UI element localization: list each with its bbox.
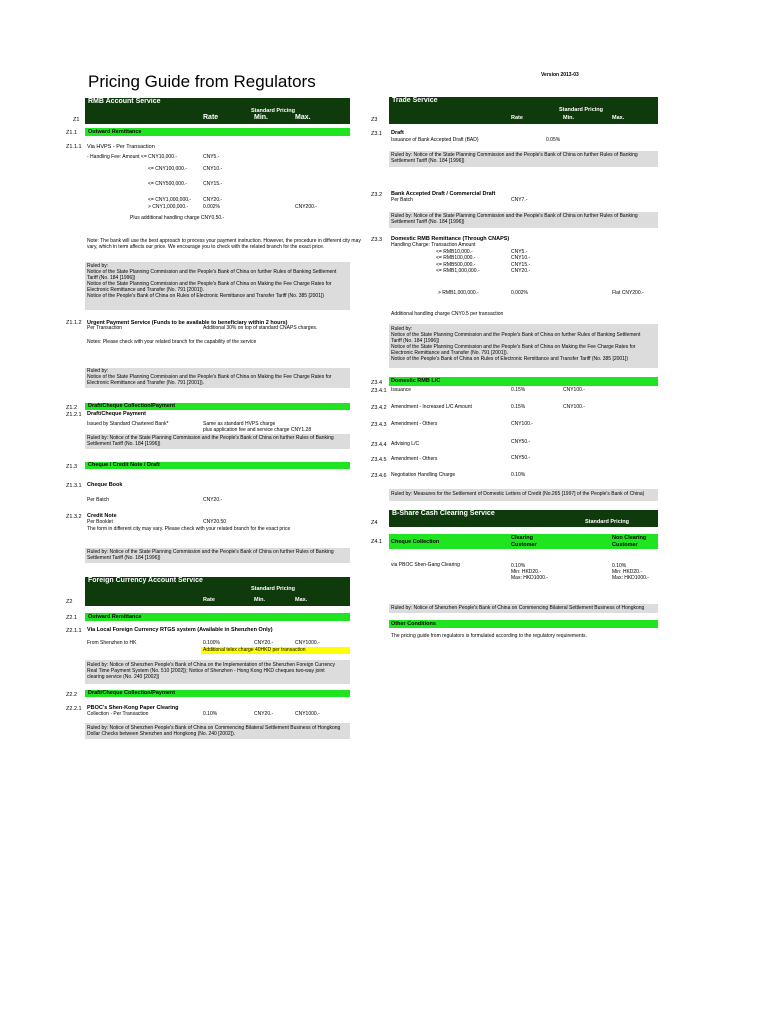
section-title: Domestic RMB L/C bbox=[391, 378, 441, 384]
ruled-line: Ruled by: Measures for the Settlement of Domestic Letters of Credit (No.265 [1997] of the People's Bank of China) bbox=[391, 491, 645, 497]
ruled-line: Settlement Tariff (No. 184 [1996]) bbox=[87, 441, 161, 447]
section-code: Z2 bbox=[66, 599, 73, 605]
section-code: Z3.4 bbox=[371, 380, 383, 386]
rate-value: 0.15% bbox=[511, 404, 526, 410]
rate-value: 0.10% bbox=[511, 472, 526, 478]
standard-pricing-label: Standard Pricing bbox=[251, 586, 296, 592]
section-code: Z1.3.1 bbox=[66, 483, 82, 489]
item-label: Per Batch bbox=[391, 197, 413, 203]
ruled-line: Dollar Checks between Shenzhen and Hongkong (No. 240 [2002]). bbox=[87, 731, 236, 737]
section-title: PBOC's Shen-Kong Paper Clearing bbox=[87, 705, 179, 711]
ruled-line: Notice of the State Planning Commission and the People's Bank of China on Making the Fee Charge Rates for bbox=[87, 281, 332, 287]
ruled-line: Tariff (No. 184 [1996]) bbox=[87, 275, 136, 281]
b-share-header: B-Share Cash Clearing Service bbox=[392, 510, 495, 517]
section-code: Z3.2 bbox=[371, 192, 383, 198]
tier-label: <= RMB100,000.- bbox=[436, 255, 476, 261]
min-col-header: Min. bbox=[254, 114, 268, 121]
section-code: Z3.4.6 bbox=[371, 473, 387, 479]
rate-value: 0.100% bbox=[203, 640, 220, 646]
tier-label: <= CNY1,000,000.- bbox=[148, 197, 192, 203]
non-clearing-col-header: Non Clearing bbox=[612, 535, 647, 541]
tier-label: > CNY1,000,000.- bbox=[148, 204, 189, 210]
rate-value: 0.05% bbox=[546, 137, 561, 143]
item-label: Advising L/C bbox=[391, 441, 420, 447]
fee-value: CNY5.- bbox=[203, 154, 220, 160]
max-value: Max: HKD1000.- bbox=[511, 575, 548, 581]
section-code: Z3.4.3 bbox=[371, 422, 387, 428]
section-code: Z3.4.1 bbox=[371, 388, 387, 394]
section-code: Z1.2 bbox=[66, 405, 78, 411]
section-code: Z2.2.1 bbox=[66, 706, 82, 712]
item-label: Handling Charge: Transaction Amount bbox=[391, 242, 476, 248]
ruled-line: Electronic Remittance and Transfer (No. 791 [2001]). bbox=[391, 350, 509, 356]
rate-value: CNY100.- bbox=[511, 421, 533, 427]
note-line: vary, which in term affects our price. We encourage you to check with the related branch for the exact price. bbox=[87, 244, 325, 250]
ruled-line: Notice of the State Planning Commission and the People's Bank of China on Making the Fee Charge Rates for bbox=[87, 374, 332, 380]
min-value: CNY100.- bbox=[563, 404, 585, 410]
section-code: Z3.1 bbox=[371, 131, 383, 137]
item-label: Per Booklet bbox=[87, 519, 113, 525]
section-title: Draft/Cheque Payment bbox=[87, 411, 146, 417]
fee-value: CNY5.- bbox=[511, 249, 528, 255]
ruled-line: Notice of the People's Bank of China on Rules of Electronic Remittance and Transfer Tariff (No. 385 [2001]) bbox=[391, 356, 629, 362]
section-title: Via HVPS - Per Transaction bbox=[87, 144, 155, 150]
section-title: Cheque Book bbox=[87, 482, 123, 488]
ruled-line: Ruled by: Notice of Shenzhen People's Bank of China on Commencing Bilateral Settlement Business of Hongkong bbox=[391, 605, 645, 611]
ruled-line: Notice of the State Planning Commission and the People's Bank of China on further Rules of Banking Settlement bbox=[87, 269, 337, 275]
fee-value: CNY20.50 bbox=[203, 519, 227, 525]
ruled-line: Ruled by: Notice of the State Planning Commission and the People's Bank of China on further Rules of Banking bbox=[87, 549, 334, 555]
section-code: Z3.4.2 bbox=[371, 405, 387, 411]
item-label: via PBOC Shen-Gang Clearing bbox=[391, 562, 460, 568]
ruled-line: Notice of the State Planning Commission and the People's Bank of China on Making the Fee Charge Rates for bbox=[391, 344, 636, 350]
section-code: Z2.1 bbox=[66, 615, 78, 621]
section-code: Z1.3 bbox=[66, 464, 78, 470]
fee-value: plus application fee and service charge CNY1.28 bbox=[203, 427, 312, 433]
section-code: Z1.1 bbox=[66, 130, 78, 136]
item-label: Issued by Standard Chartered Bank* bbox=[87, 421, 169, 427]
max-col-header: Max. bbox=[295, 597, 308, 603]
max-col-header: Max. bbox=[612, 115, 625, 121]
section-code: Z1 bbox=[73, 117, 80, 123]
ruled-line: Ruled by: Notice of Shenzhen People's Bank of China on Commencing Bilateral Settlement Business of Hongkong bbox=[87, 725, 341, 731]
extra-charge: Additional handling charge CNY0.5 per transaction bbox=[391, 311, 504, 317]
foreign-currency-header: Foreign Currency Account Service bbox=[88, 577, 203, 584]
ruled-line: Ruled by: bbox=[87, 263, 109, 269]
rate-value: CNY50.- bbox=[511, 439, 531, 445]
rate-value: 0.15% bbox=[511, 387, 526, 393]
fee-value: Same as standard HVPS charge bbox=[203, 421, 276, 427]
ruled-line: Electronic Remittance and Transfer (No. 791 [2001]). bbox=[87, 287, 205, 293]
section-code: Z1.1.2 bbox=[66, 320, 82, 326]
extra-charge: Plus additional handling charge CNY0.50.- bbox=[130, 215, 225, 221]
max-value: CNY200.- bbox=[295, 204, 317, 210]
ruled-line: Ruled by: bbox=[391, 326, 413, 332]
max-value: CNY1000.- bbox=[295, 711, 320, 717]
section-title: Draft bbox=[391, 130, 404, 136]
item-label: Amendment - Others bbox=[391, 456, 438, 462]
max-col-header: Max. bbox=[295, 114, 311, 121]
ruled-line: Notice of the State Planning Commission and the People's Bank of China on further Rules of Banking Settlement bbox=[391, 332, 641, 338]
note-line: Note: The bank will use the best approach to process your payment instruction. However, the procedure in different city may bbox=[87, 238, 361, 244]
section-code: Z3 bbox=[371, 117, 378, 123]
rate-col-header: Rate bbox=[203, 114, 219, 121]
item-label: From Shenzhen to HK bbox=[87, 640, 137, 646]
ruled-line: Notice of the People's Bank of China on Rules of Electronic Remittance and Transfer Tariff (No. 385 [2001]) bbox=[87, 293, 325, 299]
fee-value: CNY20.- bbox=[511, 268, 531, 274]
note-line: Notes: Please check with your related branch for the capability of the service bbox=[87, 339, 257, 345]
fee-value: CNY20.- bbox=[203, 497, 223, 503]
rate-value: 0.002% bbox=[511, 290, 528, 296]
section-code: Z1.3.2 bbox=[66, 514, 82, 520]
min-value: Min: HKD20.- bbox=[511, 569, 542, 575]
tier-label: <= RMB500,000.- bbox=[436, 262, 476, 268]
rate-col-header: Rate bbox=[203, 597, 215, 603]
standard-pricing-label: Standard Pricing bbox=[585, 519, 630, 525]
clearing-col-header: Customer bbox=[511, 542, 537, 548]
min-col-header: Min. bbox=[254, 597, 265, 603]
section-title: Other Conditions bbox=[391, 621, 436, 627]
ruled-line: Settlement Tariff (No. 184 [1996]) bbox=[391, 158, 465, 164]
tier-label: <= CNY100,000.- bbox=[148, 166, 187, 172]
clearing-col-header: Clearing bbox=[511, 535, 534, 541]
ruled-line: Ruled by: bbox=[87, 368, 109, 374]
rate-value: 0.10% bbox=[203, 711, 218, 717]
item-label: Negotiation Handling Charge bbox=[391, 472, 456, 478]
section-code: Z2.2 bbox=[66, 692, 78, 698]
min-value: CNY20.- bbox=[254, 640, 274, 646]
min-col-header: Min. bbox=[563, 115, 574, 121]
ruled-line: Tariff (No. 184 [1996]) bbox=[391, 338, 440, 344]
version-label: Version 2013-03 bbox=[541, 72, 579, 78]
rate-value: CNY50.- bbox=[511, 455, 531, 461]
section-code: Z1.1.1 bbox=[66, 144, 82, 150]
fee-value: CNY10.- bbox=[203, 166, 223, 172]
ruled-line: Real Time Payment System (No. 510 [2002]); Notice of Shenzhen - Hong Kong HKD cheques two-way joint bbox=[87, 668, 325, 674]
item-label: Collection - Per Transaction bbox=[87, 711, 149, 717]
tier-label: <= CNY500,000.- bbox=[148, 181, 187, 187]
tier-label: > RMB1,000,000.- bbox=[438, 290, 479, 296]
ruled-line: clearing service (No. 240 [2002]) bbox=[87, 674, 160, 680]
section-title: Urgent Payment Service (Funds to be available to beneficiary within 2 hours) bbox=[87, 320, 288, 326]
max-value: Flat CNY200.- bbox=[612, 290, 644, 296]
section-title: Bank Accepted Draft / Commercial Draft bbox=[391, 191, 496, 197]
ruled-line: Settlement Tariff (No. 184 [1996]) bbox=[87, 555, 161, 561]
fee-value: CNY15.- bbox=[511, 262, 531, 268]
section-title: Cheque / Credit Note / Draft bbox=[88, 462, 160, 468]
min-value: Min: HKD20.- bbox=[612, 569, 643, 575]
section-title: Outward Remittance bbox=[88, 129, 142, 135]
max-value: CNY1000.- bbox=[295, 640, 320, 646]
note-line: The pricing guide from regulators is formulated according to the regulatory requirements. bbox=[391, 633, 587, 639]
fee-value: CNY7.- bbox=[511, 197, 528, 203]
item-label: Per Transaction bbox=[87, 325, 123, 331]
section-code: Z3.4.4 bbox=[371, 442, 387, 448]
section-code: Z2.1.1 bbox=[66, 628, 82, 634]
fee-value: Additional 30% on top of standard CNAPS charges. bbox=[203, 325, 318, 331]
section-code: Z1.2.1 bbox=[66, 412, 82, 418]
non-clearing-col-header: Customer bbox=[612, 542, 638, 548]
ruled-line: Ruled by: Notice of Shenzhen People's Bank of China on the Implementation of the Shenzhen Foreign Currency bbox=[87, 662, 336, 668]
section-title: Domestic RMB Remittance (Through CNAPS) bbox=[391, 236, 510, 242]
note-line: The form in different city may vary. Please check with your related branch for the exact price bbox=[87, 526, 291, 532]
tier-label: <= RMB10,000.- bbox=[436, 249, 473, 255]
rmb-account-header: RMB Account Service bbox=[88, 98, 161, 105]
section-title: Draft/Cheque Collection/Payment bbox=[88, 403, 176, 409]
item-label: Issuance of Bank Accepted Draft (BAD) bbox=[391, 137, 479, 143]
standard-pricing-label: Standard Pricing bbox=[559, 107, 604, 113]
fee-value: CNY15.- bbox=[203, 181, 223, 187]
page-title: Pricing Guide from Regulators bbox=[88, 72, 316, 91]
max-value: Max: HKD1000.- bbox=[612, 575, 649, 581]
tier-label: <= RMB1,000,000.- bbox=[436, 268, 480, 274]
section-title: Cheque Collection bbox=[391, 539, 440, 545]
min-value: CNY100.- bbox=[563, 387, 585, 393]
fee-value: CNY10.- bbox=[511, 255, 531, 261]
ruled-line: Electronic Remittance and Transfer (No. 791 [2001]). bbox=[87, 380, 205, 386]
ruled-line: Ruled by: Notice of the State Planning Commission and the People's Bank of China on further Rules of Banking bbox=[391, 213, 638, 219]
section-code: Z3.4.5 bbox=[371, 457, 387, 463]
rate-value: 0.002% bbox=[203, 204, 220, 210]
section-code: Z4 bbox=[371, 520, 378, 526]
item-label: Amendment - Increased L/C Amount bbox=[391, 404, 472, 410]
section-title: Via Local Foreign Currency RTGS system (Available in Shenzhen Only) bbox=[87, 627, 273, 633]
section-title: Draft/Cheque Collection/Payment bbox=[88, 690, 176, 696]
trade-service-header: Trade Service bbox=[392, 97, 438, 104]
fee-label: - Handling Fee: Amount <= CNY10,000.- bbox=[87, 154, 178, 160]
item-label: Issuance bbox=[391, 387, 412, 393]
min-value: CNY20.- bbox=[254, 711, 274, 717]
fee-value: CNY20.- bbox=[203, 197, 223, 203]
section-code: Z3.3 bbox=[371, 237, 383, 243]
section-code: Z4.1 bbox=[371, 539, 383, 545]
ruled-line: Ruled by: Notice of the State Planning Commission and the People's Bank of China on further Rules of Banking bbox=[391, 152, 638, 158]
section-title: Credit Note bbox=[87, 513, 117, 519]
item-label: Amendment - Others bbox=[391, 421, 438, 427]
standard-pricing-label: Standard Pricing bbox=[251, 108, 296, 114]
ruled-line: Settlement Tariff (No. 184 [1996]) bbox=[391, 219, 465, 225]
rate-value: 0.10% bbox=[511, 563, 526, 569]
item-label: Per Batch bbox=[87, 497, 109, 503]
ruled-line: Ruled by: Notice of the State Planning Commission and the People's Bank of China on further Rules of Banking bbox=[87, 435, 334, 441]
extra-charge: Additional telex charge 40HKD per transaction bbox=[203, 647, 306, 653]
rate-value: 0.10% bbox=[612, 563, 627, 569]
rate-col-header: Rate bbox=[511, 115, 523, 121]
section-title: Outward Remittance bbox=[88, 614, 142, 620]
